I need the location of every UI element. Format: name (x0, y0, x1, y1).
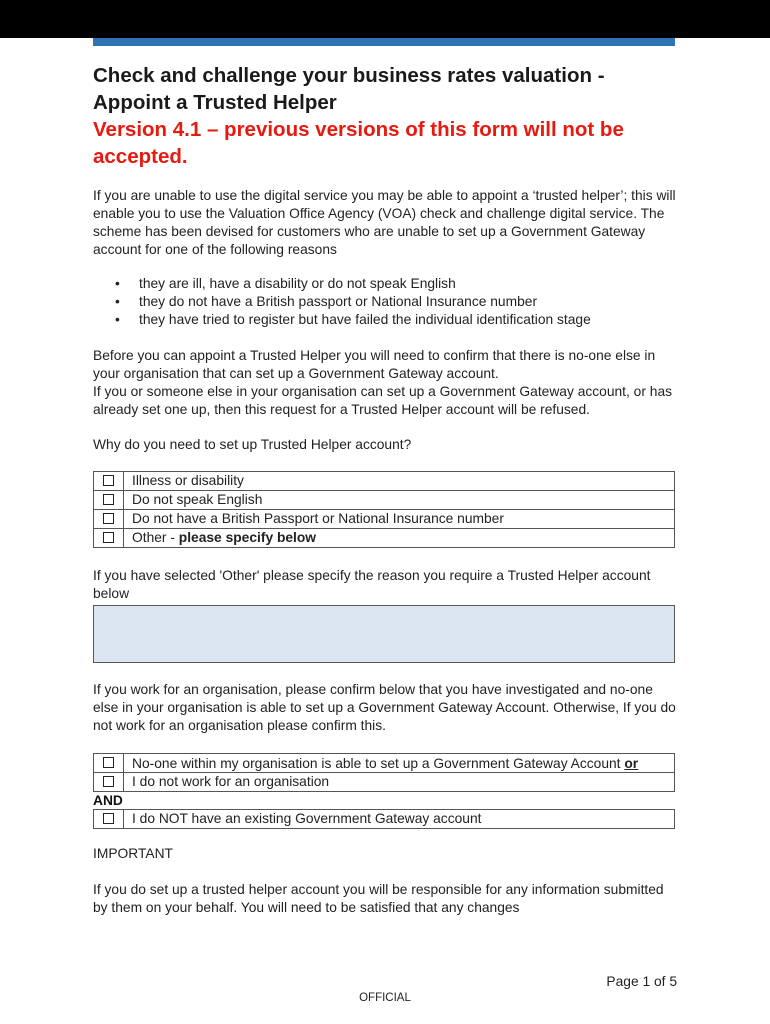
other-reason-field[interactable] (93, 605, 675, 663)
option-label: Do not have a British Passport or National Insurance number (124, 510, 675, 529)
checkbox-no-gateway-account[interactable] (103, 813, 114, 824)
option-label: Do not speak English (124, 491, 675, 510)
and-label: AND (93, 793, 123, 808)
option-label: No-one within my organisation is able to set up a Government Gateway Account or (124, 754, 675, 773)
list-item: • they do not have a British passport or National Insurance number (115, 294, 538, 309)
intro-paragraph: If you are unable to use the digital service you may be able to appoint a ‘trusted helper’; this will enable you to use the Valuation Office Agency (VOA) check and challenge digital service. The scheme has been devised for customers who are unable to set up a Government Gateway account for one of the following reasons (93, 188, 676, 257)
reasons-list (93, 275, 679, 329)
document-page (93, 62, 679, 917)
why-question: Why do you need to set up Trusted Helper account? (93, 437, 412, 452)
checkbox-no-organisation[interactable] (103, 776, 114, 787)
top-black-bar (0, 0, 770, 38)
important-heading: IMPORTANT (93, 846, 173, 861)
checkbox-passport[interactable] (103, 513, 114, 524)
table-row (94, 472, 675, 491)
other-prompt: If you have selected 'Other' please specify the reason you require a Trusted Helper account below (93, 568, 651, 601)
classification-label: OFFICIAL (359, 992, 411, 1004)
form-title: Check and challenge your business rates valuation - Appoint a Trusted Helper (93, 64, 605, 114)
table-row (94, 773, 675, 792)
refusal-paragraph: If you or someone else in your organisation can set up a Government Gateway account, or has already set one up, then this request for a Trusted Helper account will be refused. (93, 384, 673, 417)
checkbox-other[interactable] (103, 532, 114, 543)
checkbox-illness[interactable] (103, 475, 114, 486)
table-row (94, 491, 675, 510)
page-number: Page 1 of 5 (606, 974, 677, 989)
table-row (94, 754, 675, 773)
header-blue-rule (93, 38, 675, 46)
why-options-table (93, 471, 675, 548)
organisation-prompt: If you work for an organisation, please confirm below that you have investigated and no-one else in your organisation is able to set up a Government Gateway Account. Otherwise, If you do not work for an organisation please confirm this. (93, 682, 676, 733)
checkbox-english[interactable] (103, 494, 114, 505)
checkbox-no-one-in-organisation[interactable] (103, 757, 114, 768)
list-item: • they are ill, have a disability or do not speak English (115, 276, 456, 291)
option-label: Other - please specify below (124, 529, 675, 548)
version-notice: Version 4.1 – previous versions of this form will not be accepted. (93, 118, 624, 168)
important-paragraph: If you do set up a trusted helper account you will be responsible for any information submitted by them on your behalf. You will need to be satisfied that any changes (93, 882, 664, 915)
option-label: I do NOT have an existing Government Gateway account (124, 810, 675, 829)
table-row (94, 529, 675, 548)
option-label: Illness or disability (124, 472, 675, 491)
option-label: I do not work for an organisation (124, 773, 675, 792)
table-row (94, 810, 675, 829)
gateway-options-table (93, 809, 675, 829)
table-row (94, 510, 675, 529)
list-item: • they have tried to register but have failed the individual identification stage (115, 312, 591, 327)
before-paragraph: Before you can appoint a Trusted Helper you will need to confirm that there is no-one else in your organisation that can set up a Government Gateway account. (93, 348, 656, 381)
organisation-options-table (93, 753, 675, 792)
